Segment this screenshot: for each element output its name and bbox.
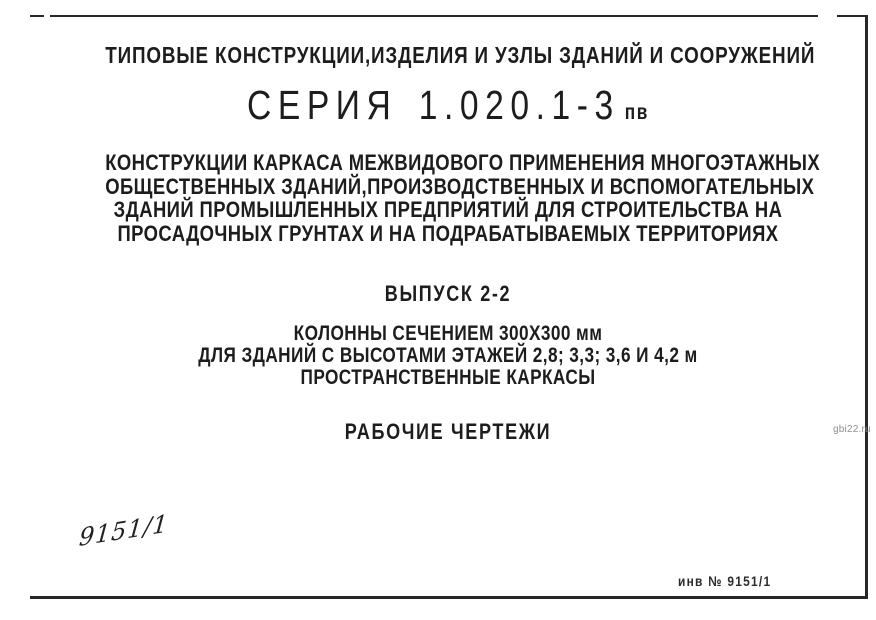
description-block	[105, 150, 821, 246]
frame-top-dash	[30, 15, 44, 17]
frame-top-line	[50, 15, 818, 17]
subject-block	[105, 323, 791, 389]
subject-line: КОЛОННЫ СЕЧЕНИЕМ 300X300 мм	[293, 322, 603, 345]
series-title	[105, 82, 791, 129]
subject-line: ПРОСТРАНСТВЕННЫЕ КАРКАСЫ	[300, 366, 596, 389]
frame-bottom-line	[30, 596, 868, 599]
description-line: КОНСТРУКЦИИ КАРКАСА МЕЖВИДОВОГО ПРИМЕНЕНИЯ МНОГОЭТАЖНЫХ	[105, 150, 821, 175]
issue-label: ВЫПУСК 2-2	[384, 281, 512, 306]
inventory-number: инв № 9151/1	[678, 573, 772, 589]
series-suffix: пв	[624, 101, 649, 124]
series-number: 1.020.1-3	[418, 82, 620, 128]
document-classification: ТИПОВЫЕ КОНСТРУКЦИИ,ИЗДЕЛИЯ И УЗЛЫ ЗДАНИЙ И СООРУЖЕНИЙ	[105, 42, 816, 68]
description-line: ПРОСАДОЧНЫХ ГРУНТАХ И НА ПОДРАБАТЫВАЕМЫХ ТЕРРИТОРИЯХ	[117, 220, 779, 246]
subject-line: ДЛЯ ЗДАНИЙ С ВЫСОТАМИ ЭТАЖЕЙ 2,8; 3,3; 3,6 И 4,2 м	[198, 344, 698, 367]
frame-right-line	[865, 15, 868, 599]
description-line: ЗДАНИЙ ПРОМЫШЛЕННЫХ ПРЕДПРИЯТИЙ ДЛЯ СТРОИТЕЛЬСТВА НА	[113, 197, 783, 222]
document-type-label: РАБОЧИЕ ЧЕРТЕЖИ	[344, 419, 552, 444]
description-line: ОБЩЕСТВЕННЫХ ЗДАНИЙ,ПРОИЗВОДСТВЕННЫХ И ВСПОМОГАТЕЛЬНЫХ	[105, 173, 815, 199]
handwritten-number: 9151/1	[78, 509, 170, 552]
watermark: gbi22.ru	[833, 424, 871, 435]
series-label: СЕРИЯ	[246, 82, 398, 128]
frame-top-right-segment	[837, 15, 868, 17]
